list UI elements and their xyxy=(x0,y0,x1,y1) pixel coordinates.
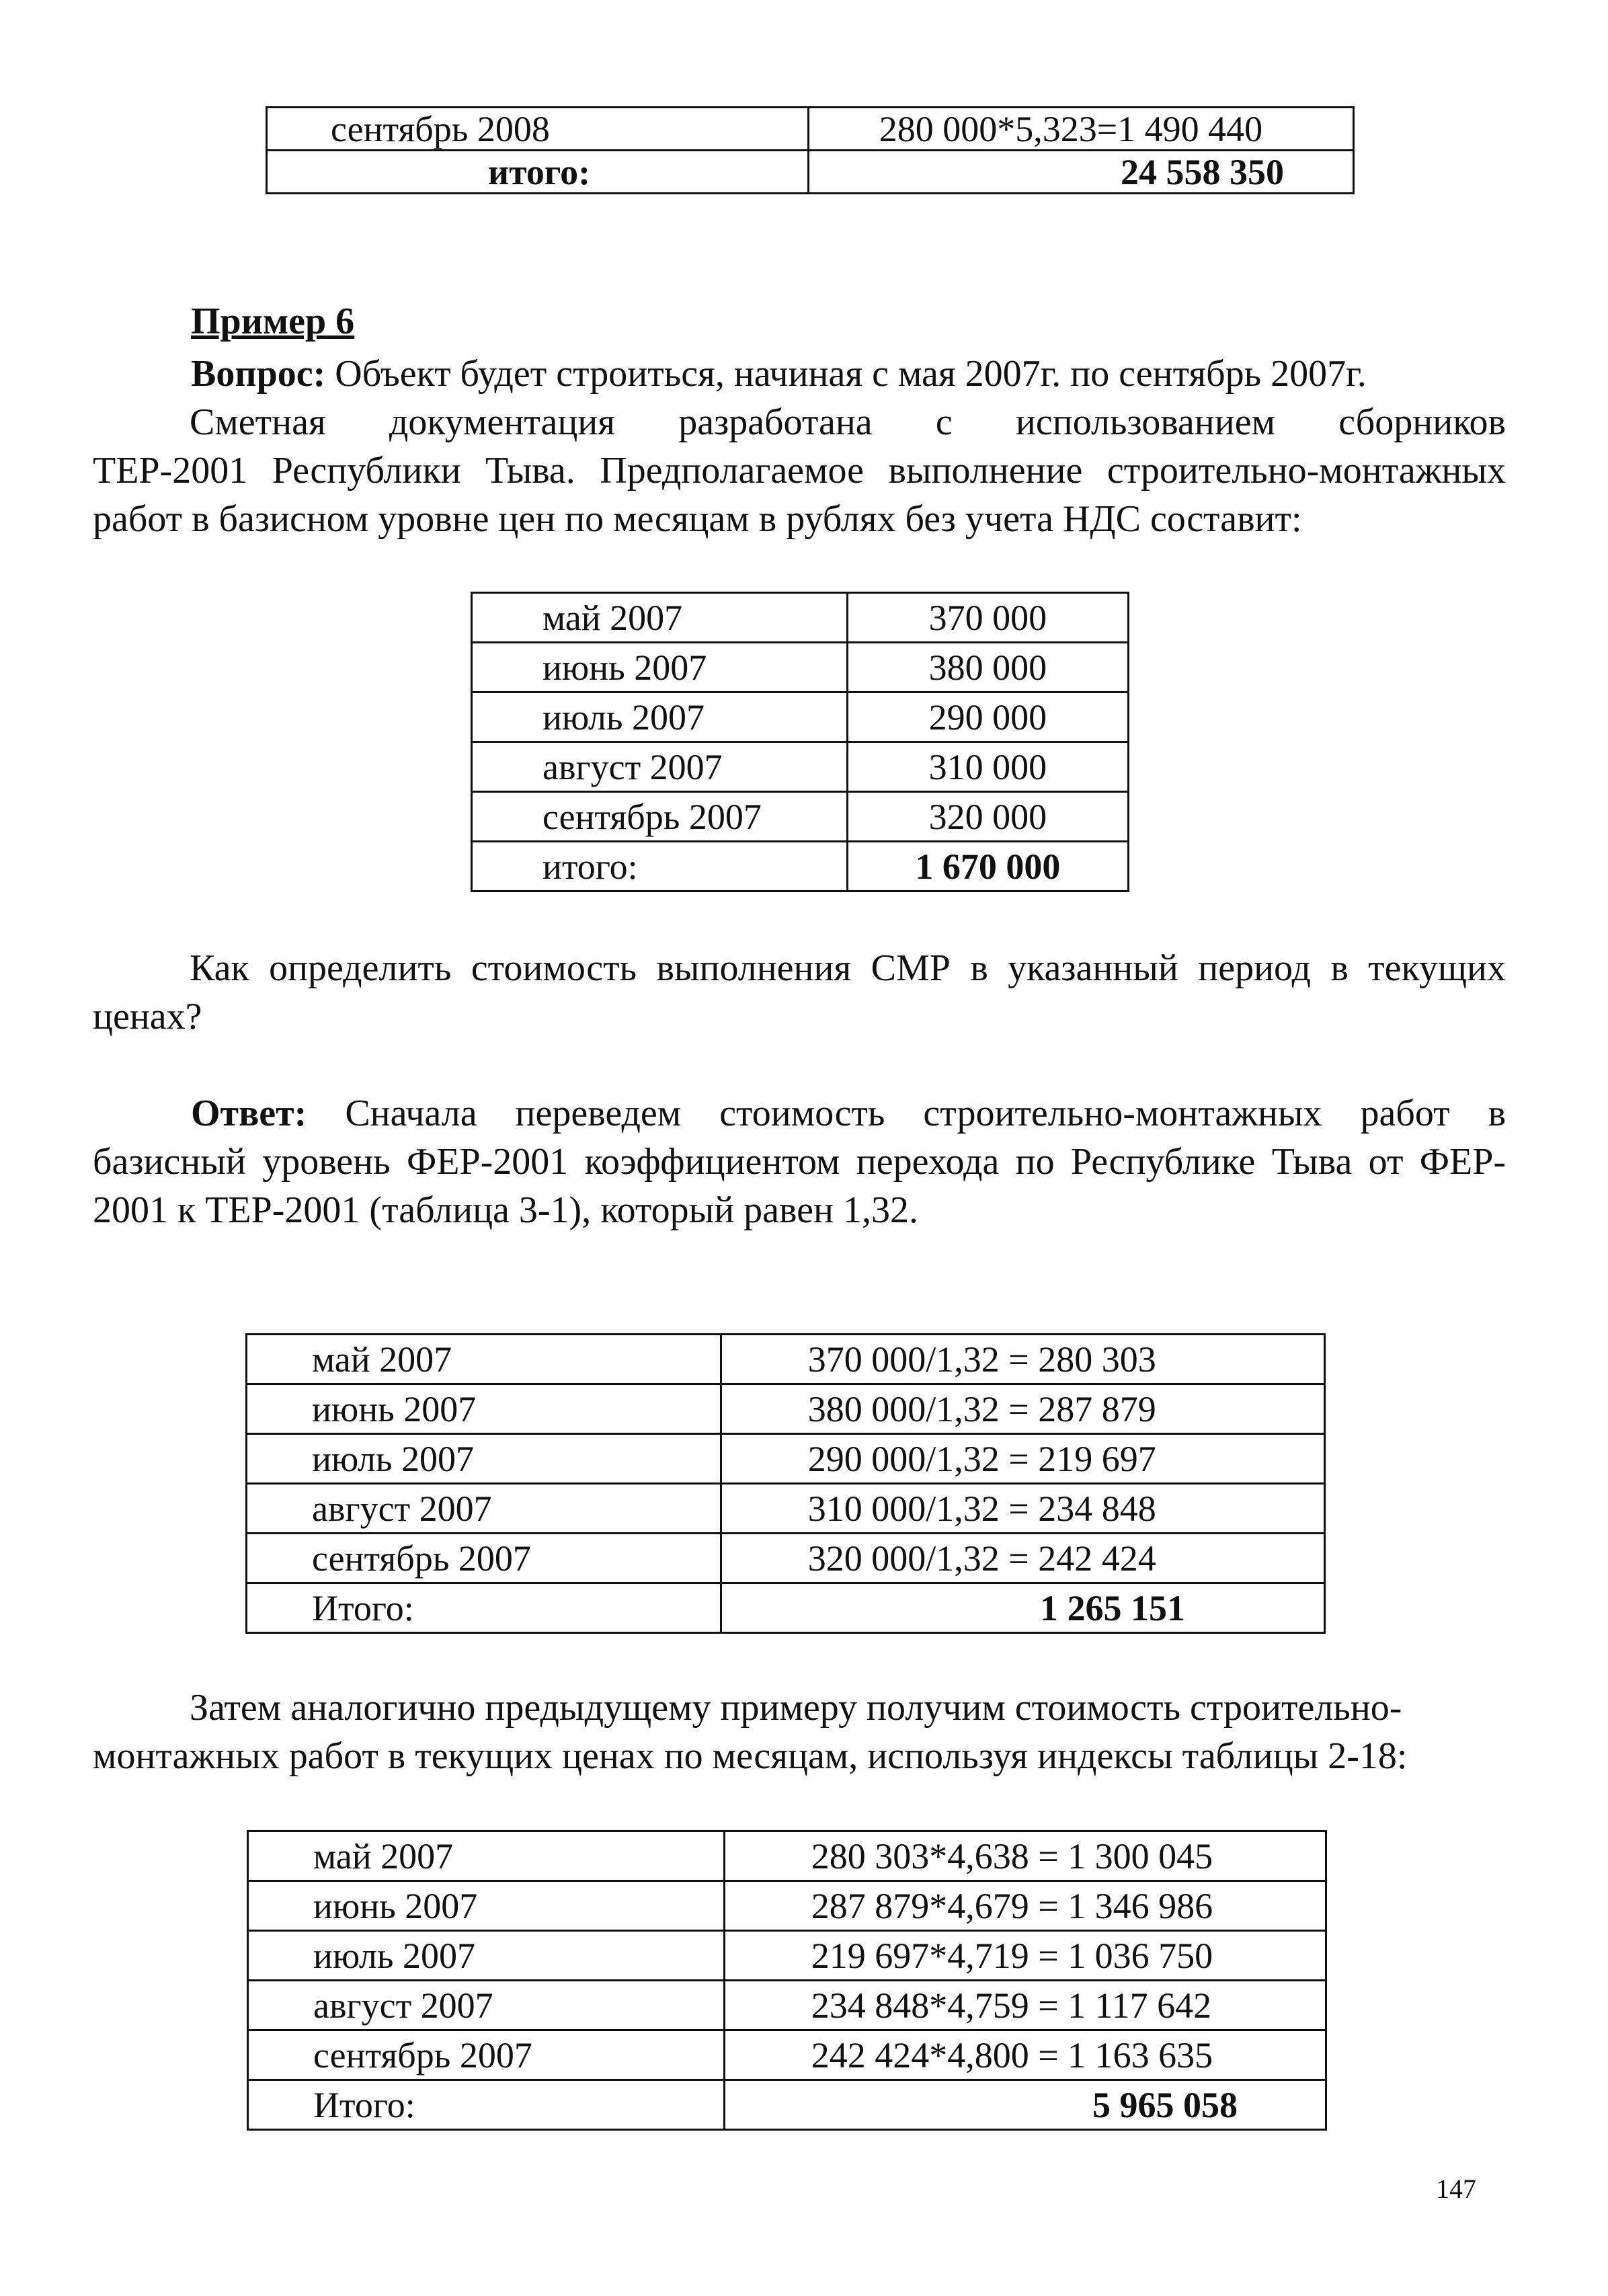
question-line: Сметная документация разработана с использованием сборников xyxy=(190,401,1506,443)
table-cell-value: 380 000/1,32 = 287 879 xyxy=(721,1384,1324,1434)
table-cell-total-label: итого: xyxy=(472,842,848,892)
table-cell-month: август 2007 xyxy=(248,1981,725,2030)
table-cell-value: 242 424*4,800 = 1 163 635 xyxy=(724,2030,1326,2080)
answer-line xyxy=(93,1089,1506,1138)
table-cell-month: август 2007 xyxy=(247,1484,721,1534)
table-row-total xyxy=(472,842,1129,892)
table-cell-month: июнь 2007 xyxy=(247,1384,721,1434)
base-price-table xyxy=(471,592,1129,892)
table-cell-value: 290 000 xyxy=(847,692,1128,742)
table-cell-total-label: Итого: xyxy=(247,1583,721,1633)
table-row xyxy=(472,792,1129,842)
table-cell-month: май 2007 xyxy=(472,593,848,643)
table-cell-value: 290 000/1,32 = 219 697 xyxy=(721,1434,1324,1484)
table-cell-value: 234 848*4,759 = 1 117 642 xyxy=(724,1981,1326,2030)
table-cell-total-value: 1 265 151 xyxy=(721,1583,1324,1633)
table-cell-total-label: итого: xyxy=(267,151,809,194)
table-cell-value: 310 000/1,32 = 234 848 xyxy=(721,1484,1324,1534)
table-cell-month: июнь 2007 xyxy=(248,1881,725,1931)
table-row-total xyxy=(248,2080,1326,2130)
table-row xyxy=(247,1484,1325,1534)
answer-paragraph xyxy=(93,1089,1506,1234)
question-line: работ в базисном уровне цен по месяцам в рублях без учета НДС составит: xyxy=(93,498,1302,540)
table-cell-value: 320 000/1,32 = 242 424 xyxy=(721,1534,1324,1583)
table-cell-value: 380 000 xyxy=(847,643,1128,692)
index-table xyxy=(247,1830,1327,2131)
table-row xyxy=(247,1335,1325,1384)
table-cell-value: 370 000 xyxy=(847,593,1128,643)
table-cell-value: 280 000*5,323=1 490 440 xyxy=(808,108,1353,151)
table-row-total xyxy=(247,1583,1325,1633)
question-label: Вопрос: xyxy=(191,353,326,395)
how-question-line: ценах? xyxy=(93,996,202,1037)
then-paragraph xyxy=(93,1684,1506,1780)
table-cell-month: май 2007 xyxy=(248,1831,725,1881)
answer-line: базисный уровень ФЕР-2001 коэффициентом перехода по Республике Тыва от ФЕР- xyxy=(93,1141,1506,1183)
table-row xyxy=(247,1534,1325,1583)
table-row xyxy=(248,1931,1326,1981)
table-row xyxy=(247,1384,1325,1434)
table-cell-month: сентябрь 2008 xyxy=(267,108,809,151)
table-cell-total-value: 1 670 000 xyxy=(847,842,1128,892)
table-cell-month: сентябрь 2007 xyxy=(248,2030,725,2080)
example-heading: Пример 6 xyxy=(191,301,355,342)
answer-label: Ответ: xyxy=(191,1093,307,1134)
table-cell-month: июль 2007 xyxy=(247,1434,721,1484)
question-line: ТЕР-2001 Республики Тыва. Предполагаемое выполнение строительно-монтажных xyxy=(93,450,1506,491)
table-row xyxy=(472,643,1129,692)
question-paragraph xyxy=(93,350,1506,543)
table-row-total xyxy=(267,151,1354,194)
table-cell-total-value: 5 965 058 xyxy=(724,2080,1326,2130)
then-line: Затем аналогично предыдущему примеру получим стоимость строительно- xyxy=(190,1687,1402,1729)
table-cell-value: 310 000 xyxy=(847,742,1128,792)
table-cell-month: сентябрь 2007 xyxy=(472,792,848,842)
table-cell-total-value: 24 558 350 xyxy=(808,151,1353,194)
page-number: 147 xyxy=(1436,2174,1476,2204)
table-row xyxy=(472,692,1129,742)
table-cell-value: 320 000 xyxy=(847,792,1128,842)
table-row xyxy=(472,742,1129,792)
table-cell-month: июнь 2007 xyxy=(472,643,848,692)
question-text: Объект будет строиться, начиная с мая 2007г. по сентябрь 2007г. xyxy=(335,353,1367,395)
table-row xyxy=(248,1881,1326,1931)
table-cell-month: июль 2007 xyxy=(248,1931,725,1981)
question-line xyxy=(93,350,1506,398)
table-row xyxy=(472,593,1129,643)
table-cell-value: 370 000/1,32 = 280 303 xyxy=(721,1335,1324,1384)
table-cell-month: июль 2007 xyxy=(472,692,848,742)
table-cell-value: 219 697*4,719 = 1 036 750 xyxy=(724,1931,1326,1981)
table-cell-month: сентябрь 2007 xyxy=(247,1534,721,1583)
table-row xyxy=(248,2030,1326,2080)
table-row xyxy=(267,108,1354,151)
table-cell-total-label: Итого: xyxy=(248,2080,725,2130)
how-question-line: Как определить стоимость выполнения СМР в указанный период в текущих xyxy=(190,947,1506,989)
table-cell-value: 287 879*4,679 = 1 346 986 xyxy=(724,1881,1326,1931)
then-line: монтажных работ в текущих ценах по месяцам, используя индексы таблицы 2-18: xyxy=(93,1735,1408,1777)
top-table xyxy=(266,106,1355,194)
table-cell-value: 280 303*4,638 = 1 300 045 xyxy=(724,1831,1326,1881)
answer-line: 2001 к ТЕР-2001 (таблица 3-1), который равен 1,32. xyxy=(93,1189,918,1231)
table-cell-month: май 2007 xyxy=(247,1335,721,1384)
table-row xyxy=(247,1434,1325,1484)
table-cell-month: август 2007 xyxy=(472,742,848,792)
conversion-table xyxy=(245,1333,1326,1634)
answer-text: Сначала переведем стоимость строительно-монтажных работ в xyxy=(345,1093,1506,1134)
how-question-paragraph xyxy=(93,944,1506,1041)
table-row xyxy=(248,1831,1326,1881)
table-row xyxy=(248,1981,1326,2030)
